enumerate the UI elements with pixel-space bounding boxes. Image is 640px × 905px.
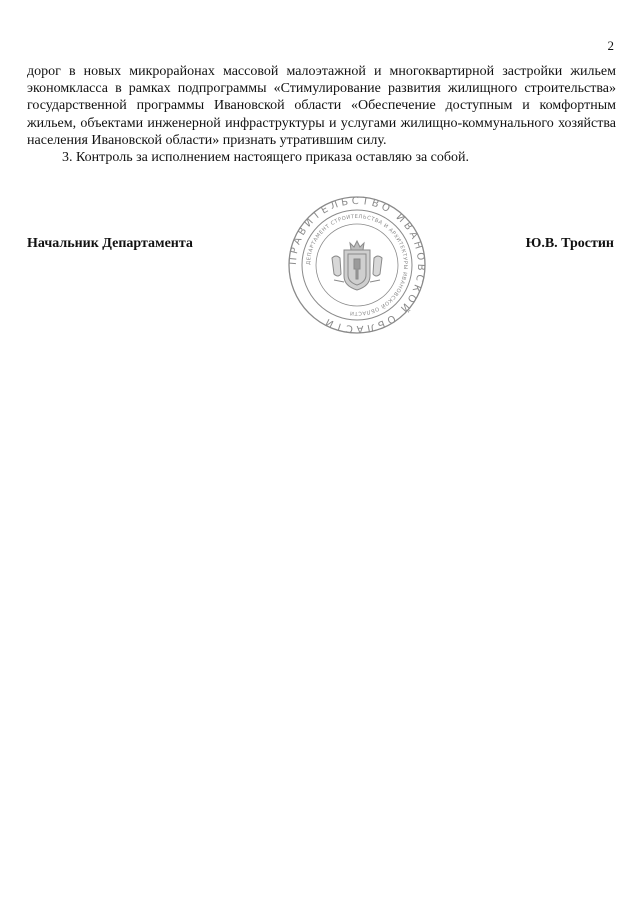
paragraph-continued: дорог в новых микрорайонах массовой малоэтажной и многоквартирной застройки жильем экономкласса в рамках подпрограммы «Стимулирование развития жилищного строительства» государственной программы Ивановской области «Обеспечение доступным и комфортным жильем, объектами инженерной инфраструктуры и услугами жилищно-коммунального хозяйства населения Ивановской области» признать утратившим силу. xyxy=(27,64,616,148)
seal-outer-text: ПРАВИТЕЛЬСТВО ИВАНОВСКОЙ ОБЛАСТИ xyxy=(288,196,426,334)
signer-name: Ю.В. Тростин xyxy=(525,236,614,251)
official-seal xyxy=(288,196,426,334)
page-number: 2 xyxy=(607,38,614,53)
coat-of-arms-icon xyxy=(332,241,382,290)
paragraph-3: 3. Контроль за исполнением настоящего приказа оставляю за собой. xyxy=(62,150,470,166)
signer-title: Начальник Департамента xyxy=(27,236,193,251)
document-body xyxy=(27,63,616,166)
seal-inner-text: ДЕПАРТАМЕНТ СТРОИТЕЛЬСТВА И АРХИТЕКТУРЫ ИВАНОВСКОЙ ОБЛАСТИ xyxy=(305,213,409,317)
